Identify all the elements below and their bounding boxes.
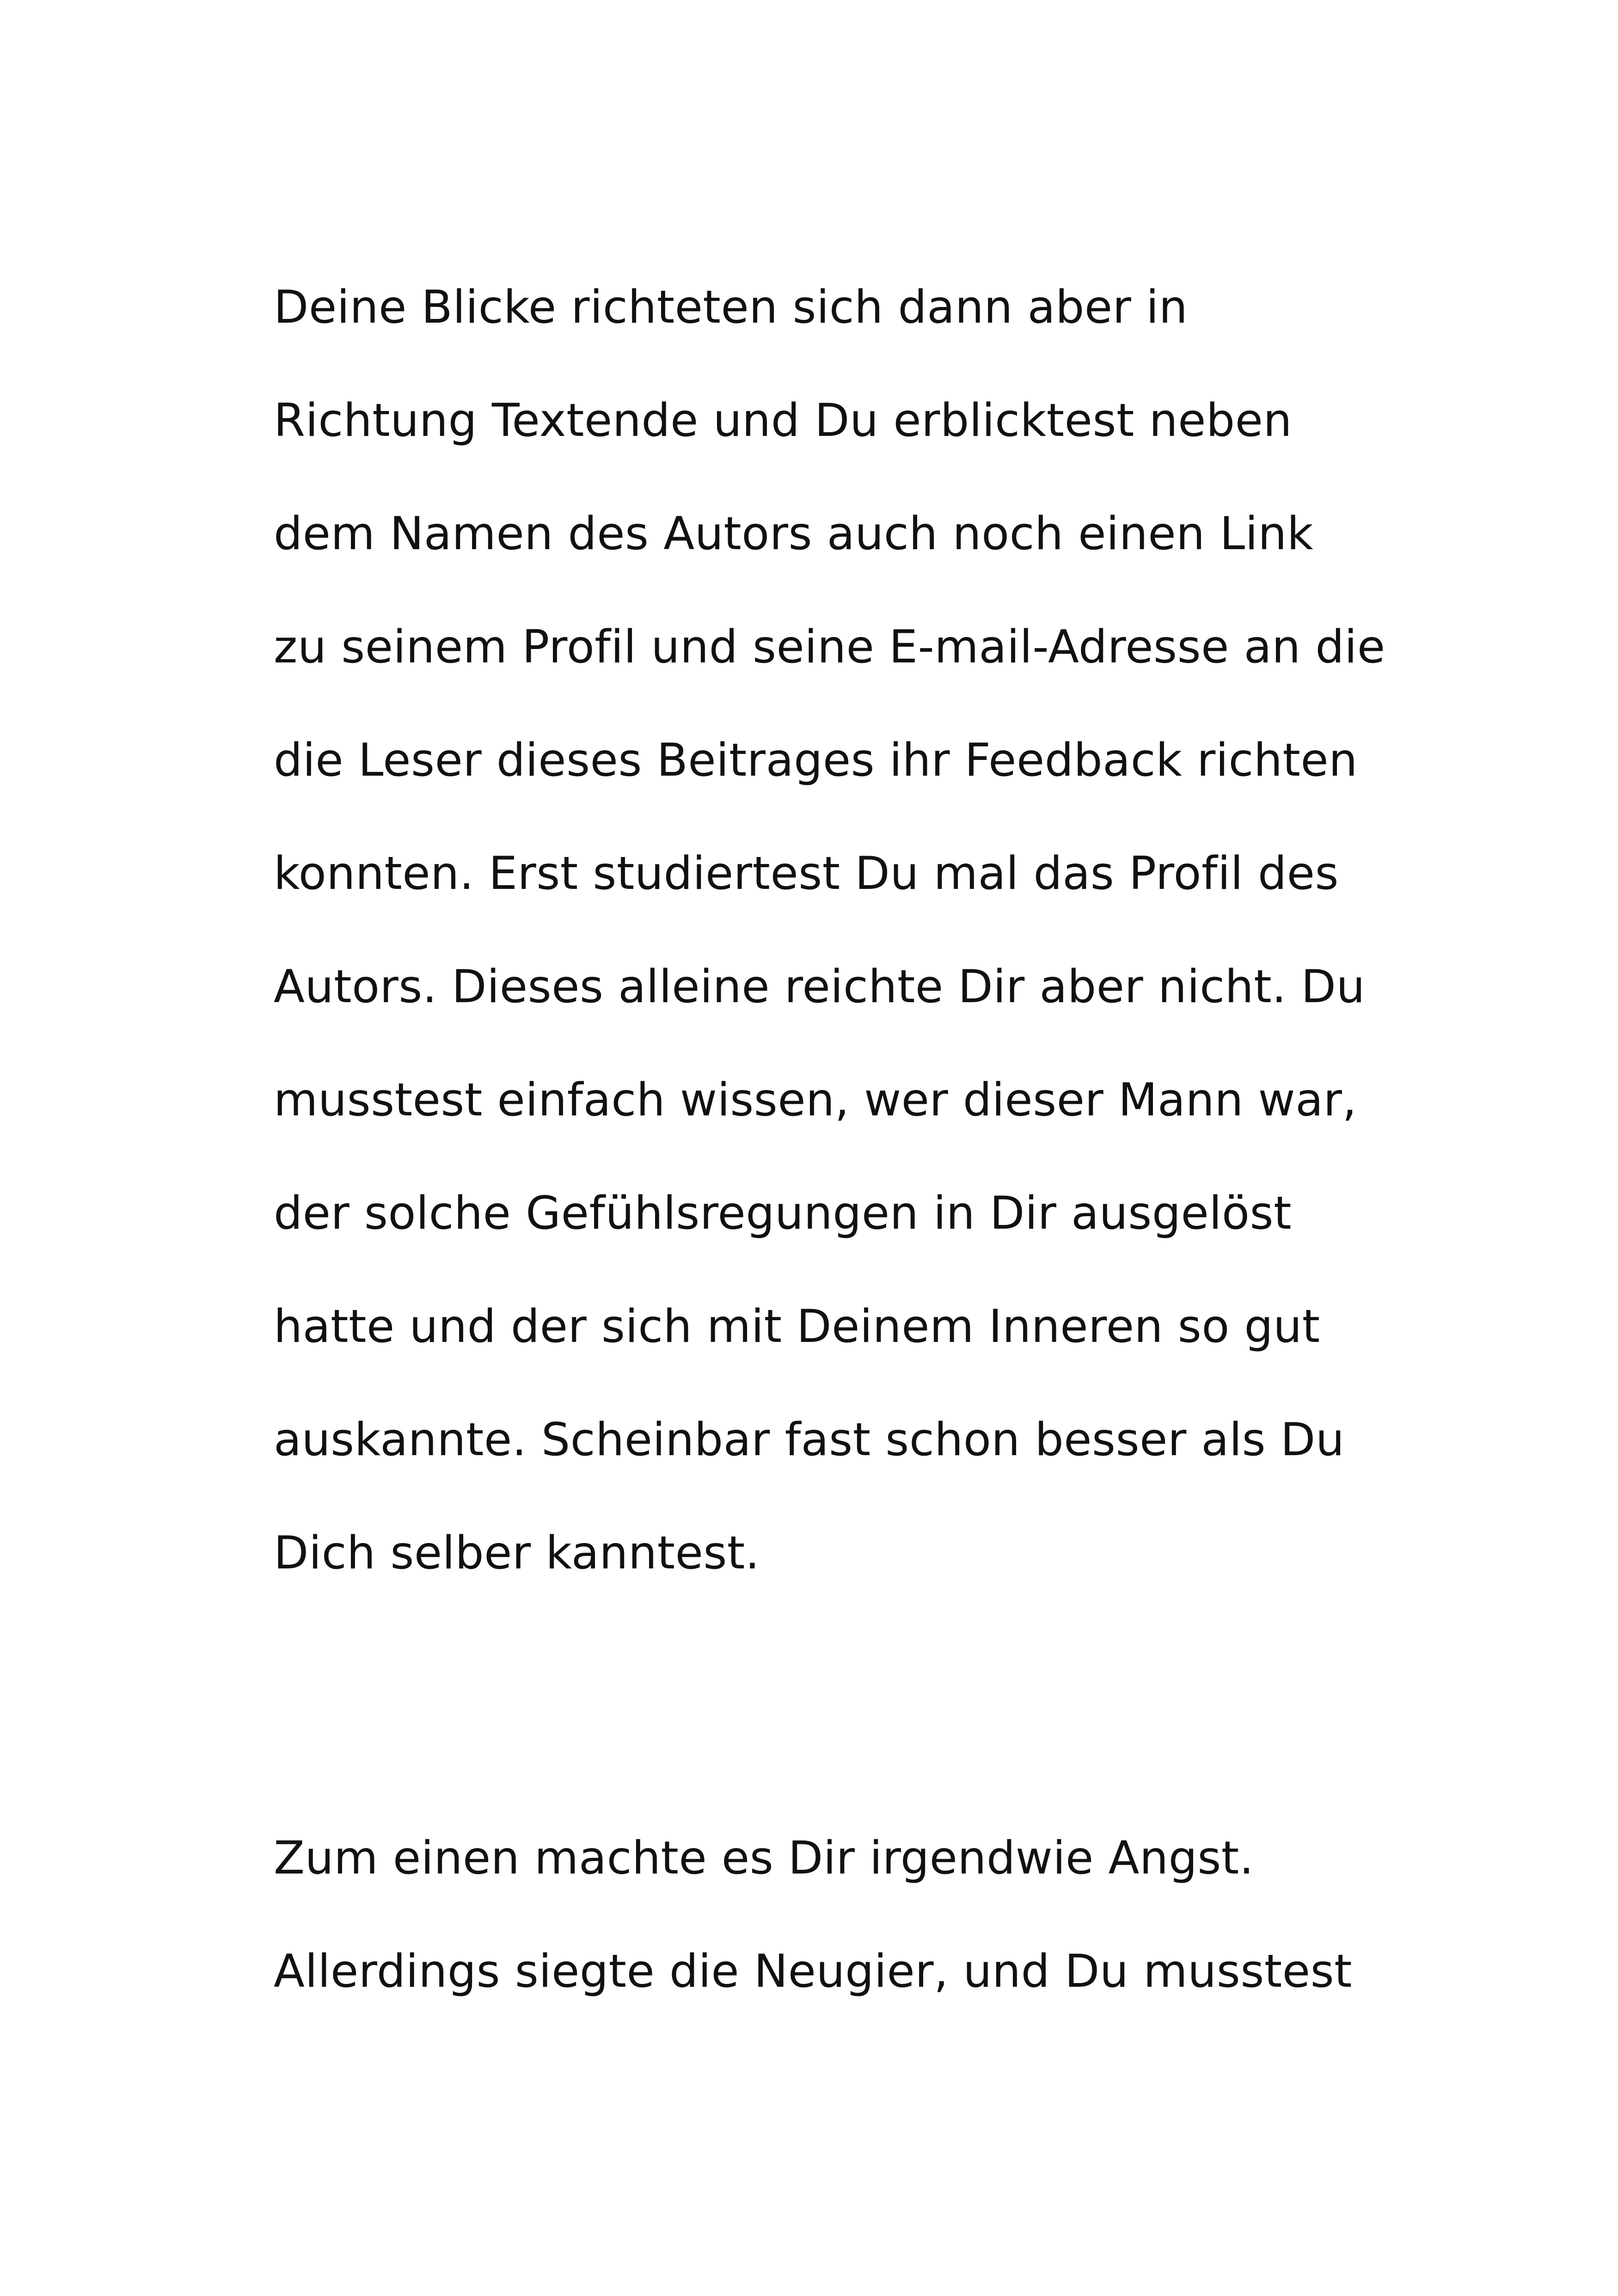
text-line: musstest einfach wissen, wer dieser Mann war,: [274, 1074, 1357, 1127]
text-line: konnten. Erst studiertest Du mal das Profil des: [274, 847, 1339, 900]
text-line: Zum einen machte es Dir irgendwie Angst.: [274, 1832, 1254, 1885]
text-line: Allerdings siegte die Neugier, und Du musstest: [274, 1945, 1353, 1998]
text-line: Dich selber kanntest.: [274, 1527, 760, 1580]
text-line: Deine Blicke richteten sich dann aber in: [274, 281, 1188, 334]
text-line: Richtung Textende und Du erblicktest neben: [274, 394, 1293, 447]
text-line: der solche Gefühlsregungen in Dir ausgelöst: [274, 1187, 1292, 1240]
text-line: hatte und der sich mit Deinem Inneren so gut: [274, 1300, 1320, 1353]
text-line: Autors. Dieses alleine reichte Dir aber nicht. Du: [274, 961, 1366, 1013]
text-line: zu seinem Profil und seine E-mail-Adresse an die: [274, 621, 1385, 673]
text-line: auskannte. Scheinbar fast schon besser als Du: [274, 1414, 1345, 1466]
text-line: dem Namen des Autors auch noch einen Link: [274, 508, 1314, 560]
text-line: die Leser dieses Beitrages ihr Feedback richten: [274, 734, 1358, 787]
